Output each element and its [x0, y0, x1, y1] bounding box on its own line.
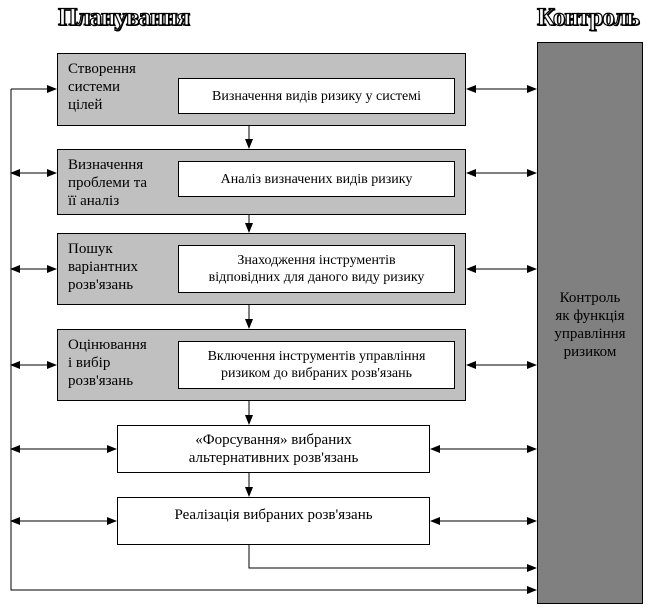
- stage-inner-box: Визначення видів ризику у системі: [178, 78, 455, 114]
- feedback-line: [11, 89, 536, 590]
- planning-title: Планування: [58, 4, 190, 31]
- control-title: Контроль: [537, 4, 639, 31]
- implementation-to-control-arrow: [249, 545, 536, 568]
- stage-label: Створення системи цілей: [68, 61, 136, 113]
- stage-inner-box: Включення інструментів управління ризиком до вибраних розв'язань: [178, 341, 455, 389]
- forcing-box: «Форсування» вибраних альтернативних розв'язань: [117, 425, 430, 473]
- stage-label: Пошук варіантних розв'язань: [68, 241, 139, 293]
- stage-label: Визначення проблеми та її аналіз: [68, 157, 148, 209]
- implementation-box: Реалізація вибраних розв'язань: [117, 497, 430, 545]
- stage-inner-box: Знаходження інструментів відповідних для даного виду ризику: [178, 245, 455, 293]
- stage-inner-box: Аналіз визначених видів ризику: [178, 161, 455, 197]
- control-text: Контроль як функція управління ризиком: [554, 290, 626, 360]
- stage-label: Оцінювання і вибір розв'язань: [68, 337, 147, 389]
